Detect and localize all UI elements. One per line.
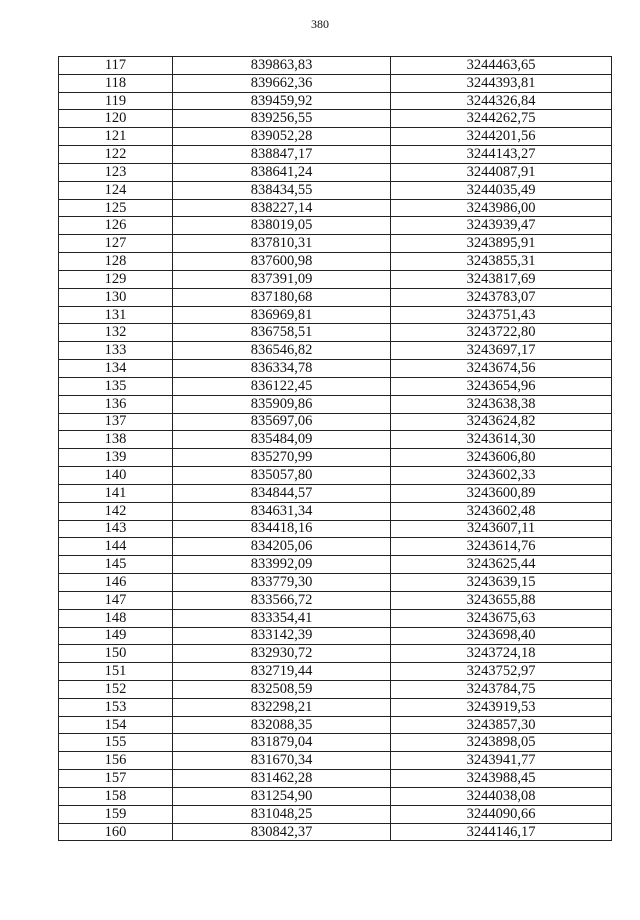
x-coordinate-cell: 832719,44 bbox=[173, 663, 391, 681]
x-coordinate-cell: 831879,04 bbox=[173, 734, 391, 752]
point-number-cell: 149 bbox=[59, 627, 173, 645]
x-coordinate-cell: 836334,78 bbox=[173, 360, 391, 378]
y-coordinate-cell: 3244201,56 bbox=[391, 128, 612, 146]
table-row bbox=[59, 146, 612, 164]
point-number-cell: 121 bbox=[59, 128, 173, 146]
point-number-cell: 143 bbox=[59, 520, 173, 538]
table-row bbox=[59, 823, 612, 841]
table-row bbox=[59, 574, 612, 592]
x-coordinate-cell: 831048,25 bbox=[173, 805, 391, 823]
y-coordinate-cell: 3243895,91 bbox=[391, 235, 612, 253]
y-coordinate-cell: 3243939,47 bbox=[391, 217, 612, 235]
y-coordinate-cell: 3243724,18 bbox=[391, 645, 612, 663]
y-coordinate-cell: 3243919,53 bbox=[391, 698, 612, 716]
point-number-cell: 155 bbox=[59, 734, 173, 752]
table-row bbox=[59, 181, 612, 199]
table-row bbox=[59, 663, 612, 681]
x-coordinate-cell: 834631,34 bbox=[173, 502, 391, 520]
y-coordinate-cell: 3243602,33 bbox=[391, 467, 612, 485]
x-coordinate-cell: 832508,59 bbox=[173, 680, 391, 698]
y-coordinate-cell: 3244262,75 bbox=[391, 110, 612, 128]
point-number-cell: 119 bbox=[59, 92, 173, 110]
table-row bbox=[59, 128, 612, 146]
point-number-cell: 141 bbox=[59, 484, 173, 502]
point-number-cell: 120 bbox=[59, 110, 173, 128]
y-coordinate-cell: 3243697,17 bbox=[391, 342, 612, 360]
x-coordinate-cell: 839052,28 bbox=[173, 128, 391, 146]
point-number-cell: 160 bbox=[59, 823, 173, 841]
y-coordinate-cell: 3243614,30 bbox=[391, 431, 612, 449]
table-row bbox=[59, 163, 612, 181]
table-row bbox=[59, 805, 612, 823]
table-row bbox=[59, 449, 612, 467]
point-number-cell: 139 bbox=[59, 449, 173, 467]
point-number-cell: 152 bbox=[59, 680, 173, 698]
table-row bbox=[59, 467, 612, 485]
table-row bbox=[59, 270, 612, 288]
table-row bbox=[59, 57, 612, 75]
table-row bbox=[59, 556, 612, 574]
x-coordinate-cell: 832930,72 bbox=[173, 645, 391, 663]
table-row bbox=[59, 538, 612, 556]
x-coordinate-cell: 836122,45 bbox=[173, 377, 391, 395]
table-row bbox=[59, 716, 612, 734]
point-number-cell: 128 bbox=[59, 253, 173, 271]
point-number-cell: 136 bbox=[59, 395, 173, 413]
table-row bbox=[59, 609, 612, 627]
x-coordinate-cell: 837810,31 bbox=[173, 235, 391, 253]
x-coordinate-cell: 837600,98 bbox=[173, 253, 391, 271]
x-coordinate-cell: 836758,51 bbox=[173, 324, 391, 342]
x-coordinate-cell: 831462,28 bbox=[173, 770, 391, 788]
y-coordinate-cell: 3243606,80 bbox=[391, 449, 612, 467]
y-coordinate-cell: 3243898,05 bbox=[391, 734, 612, 752]
y-coordinate-cell: 3243654,96 bbox=[391, 377, 612, 395]
y-coordinate-cell: 3244035,49 bbox=[391, 181, 612, 199]
x-coordinate-cell: 838434,55 bbox=[173, 181, 391, 199]
table-row bbox=[59, 645, 612, 663]
table-row bbox=[59, 484, 612, 502]
x-coordinate-cell: 838019,05 bbox=[173, 217, 391, 235]
x-coordinate-cell: 833354,41 bbox=[173, 609, 391, 627]
point-number-cell: 117 bbox=[59, 57, 173, 75]
point-number-cell: 146 bbox=[59, 574, 173, 592]
x-coordinate-cell: 835484,09 bbox=[173, 431, 391, 449]
y-coordinate-cell: 3243988,45 bbox=[391, 770, 612, 788]
point-number-cell: 132 bbox=[59, 324, 173, 342]
table-row bbox=[59, 110, 612, 128]
x-coordinate-cell: 833779,30 bbox=[173, 574, 391, 592]
x-coordinate-cell: 833566,72 bbox=[173, 591, 391, 609]
table-row bbox=[59, 288, 612, 306]
point-number-cell: 118 bbox=[59, 74, 173, 92]
point-number-cell: 159 bbox=[59, 805, 173, 823]
y-coordinate-cell: 3244038,08 bbox=[391, 787, 612, 805]
y-coordinate-cell: 3243638,38 bbox=[391, 395, 612, 413]
x-coordinate-cell: 831670,34 bbox=[173, 752, 391, 770]
x-coordinate-cell: 834205,06 bbox=[173, 538, 391, 556]
point-number-cell: 145 bbox=[59, 556, 173, 574]
y-coordinate-cell: 3243639,15 bbox=[391, 574, 612, 592]
y-coordinate-cell: 3243986,00 bbox=[391, 199, 612, 217]
table-row bbox=[59, 591, 612, 609]
y-coordinate-cell: 3243607,11 bbox=[391, 520, 612, 538]
point-number-cell: 124 bbox=[59, 181, 173, 199]
x-coordinate-cell: 836546,82 bbox=[173, 342, 391, 360]
point-number-cell: 150 bbox=[59, 645, 173, 663]
point-number-cell: 137 bbox=[59, 413, 173, 431]
x-coordinate-cell: 832088,35 bbox=[173, 716, 391, 734]
point-number-cell: 158 bbox=[59, 787, 173, 805]
y-coordinate-cell: 3243857,30 bbox=[391, 716, 612, 734]
point-number-cell: 125 bbox=[59, 199, 173, 217]
table-row bbox=[59, 395, 612, 413]
table-row bbox=[59, 74, 612, 92]
point-number-cell: 140 bbox=[59, 467, 173, 485]
y-coordinate-cell: 3244393,81 bbox=[391, 74, 612, 92]
x-coordinate-cell: 838847,17 bbox=[173, 146, 391, 164]
x-coordinate-cell: 839459,92 bbox=[173, 92, 391, 110]
x-coordinate-cell: 834844,57 bbox=[173, 484, 391, 502]
table-row bbox=[59, 770, 612, 788]
table-row bbox=[59, 377, 612, 395]
table-row bbox=[59, 734, 612, 752]
point-number-cell: 127 bbox=[59, 235, 173, 253]
x-coordinate-cell: 835909,86 bbox=[173, 395, 391, 413]
y-coordinate-cell: 3243600,89 bbox=[391, 484, 612, 502]
point-number-cell: 133 bbox=[59, 342, 173, 360]
x-coordinate-cell: 839662,36 bbox=[173, 74, 391, 92]
x-coordinate-cell: 833142,39 bbox=[173, 627, 391, 645]
y-coordinate-cell: 3243751,43 bbox=[391, 306, 612, 324]
table-row bbox=[59, 199, 612, 217]
x-coordinate-cell: 831254,90 bbox=[173, 787, 391, 805]
page-number: 380 bbox=[311, 17, 329, 31]
x-coordinate-cell: 833992,09 bbox=[173, 556, 391, 574]
table-row bbox=[59, 752, 612, 770]
x-coordinate-cell: 830842,37 bbox=[173, 823, 391, 841]
point-number-cell: 153 bbox=[59, 698, 173, 716]
table-row bbox=[59, 627, 612, 645]
coordinates-table bbox=[58, 56, 612, 841]
y-coordinate-cell: 3243752,97 bbox=[391, 663, 612, 681]
table-row bbox=[59, 92, 612, 110]
y-coordinate-cell: 3243783,07 bbox=[391, 288, 612, 306]
y-coordinate-cell: 3243722,80 bbox=[391, 324, 612, 342]
table-row bbox=[59, 217, 612, 235]
x-coordinate-cell: 839256,55 bbox=[173, 110, 391, 128]
x-coordinate-cell: 835697,06 bbox=[173, 413, 391, 431]
point-number-cell: 129 bbox=[59, 270, 173, 288]
table-row bbox=[59, 360, 612, 378]
point-number-cell: 122 bbox=[59, 146, 173, 164]
x-coordinate-cell: 838641,24 bbox=[173, 163, 391, 181]
y-coordinate-cell: 3244087,91 bbox=[391, 163, 612, 181]
y-coordinate-cell: 3243625,44 bbox=[391, 556, 612, 574]
y-coordinate-cell: 3243674,56 bbox=[391, 360, 612, 378]
point-number-cell: 148 bbox=[59, 609, 173, 627]
point-number-cell: 131 bbox=[59, 306, 173, 324]
y-coordinate-cell: 3243655,88 bbox=[391, 591, 612, 609]
table-row bbox=[59, 253, 612, 271]
point-number-cell: 147 bbox=[59, 591, 173, 609]
point-number-cell: 130 bbox=[59, 288, 173, 306]
table-row bbox=[59, 431, 612, 449]
x-coordinate-cell: 838227,14 bbox=[173, 199, 391, 217]
point-number-cell: 151 bbox=[59, 663, 173, 681]
table-row bbox=[59, 324, 612, 342]
x-coordinate-cell: 837391,09 bbox=[173, 270, 391, 288]
point-number-cell: 142 bbox=[59, 502, 173, 520]
y-coordinate-cell: 3244090,66 bbox=[391, 805, 612, 823]
point-number-cell: 156 bbox=[59, 752, 173, 770]
y-coordinate-cell: 3243602,48 bbox=[391, 502, 612, 520]
point-number-cell: 123 bbox=[59, 163, 173, 181]
y-coordinate-cell: 3243614,76 bbox=[391, 538, 612, 556]
x-coordinate-cell: 834418,16 bbox=[173, 520, 391, 538]
table-row bbox=[59, 413, 612, 431]
point-number-cell: 126 bbox=[59, 217, 173, 235]
y-coordinate-cell: 3243698,40 bbox=[391, 627, 612, 645]
y-coordinate-cell: 3243855,31 bbox=[391, 253, 612, 271]
point-number-cell: 157 bbox=[59, 770, 173, 788]
point-number-cell: 135 bbox=[59, 377, 173, 395]
x-coordinate-cell: 835057,80 bbox=[173, 467, 391, 485]
y-coordinate-cell: 3244326,84 bbox=[391, 92, 612, 110]
table-row bbox=[59, 787, 612, 805]
point-number-cell: 144 bbox=[59, 538, 173, 556]
table-row bbox=[59, 235, 612, 253]
x-coordinate-cell: 832298,21 bbox=[173, 698, 391, 716]
y-coordinate-cell: 3243675,63 bbox=[391, 609, 612, 627]
table-row bbox=[59, 502, 612, 520]
coordinates-table-body bbox=[59, 57, 612, 841]
y-coordinate-cell: 3243941,77 bbox=[391, 752, 612, 770]
point-number-cell: 154 bbox=[59, 716, 173, 734]
table-row bbox=[59, 342, 612, 360]
y-coordinate-cell: 3243784,75 bbox=[391, 680, 612, 698]
y-coordinate-cell: 3243817,69 bbox=[391, 270, 612, 288]
x-coordinate-cell: 836969,81 bbox=[173, 306, 391, 324]
table-row bbox=[59, 698, 612, 716]
point-number-cell: 138 bbox=[59, 431, 173, 449]
table-row bbox=[59, 680, 612, 698]
x-coordinate-cell: 835270,99 bbox=[173, 449, 391, 467]
y-coordinate-cell: 3244143,27 bbox=[391, 146, 612, 164]
table-row bbox=[59, 520, 612, 538]
x-coordinate-cell: 837180,68 bbox=[173, 288, 391, 306]
table-row bbox=[59, 306, 612, 324]
y-coordinate-cell: 3244463,65 bbox=[391, 57, 612, 75]
y-coordinate-cell: 3243624,82 bbox=[391, 413, 612, 431]
y-coordinate-cell: 3244146,17 bbox=[391, 823, 612, 841]
point-number-cell: 134 bbox=[59, 360, 173, 378]
x-coordinate-cell: 839863,83 bbox=[173, 57, 391, 75]
